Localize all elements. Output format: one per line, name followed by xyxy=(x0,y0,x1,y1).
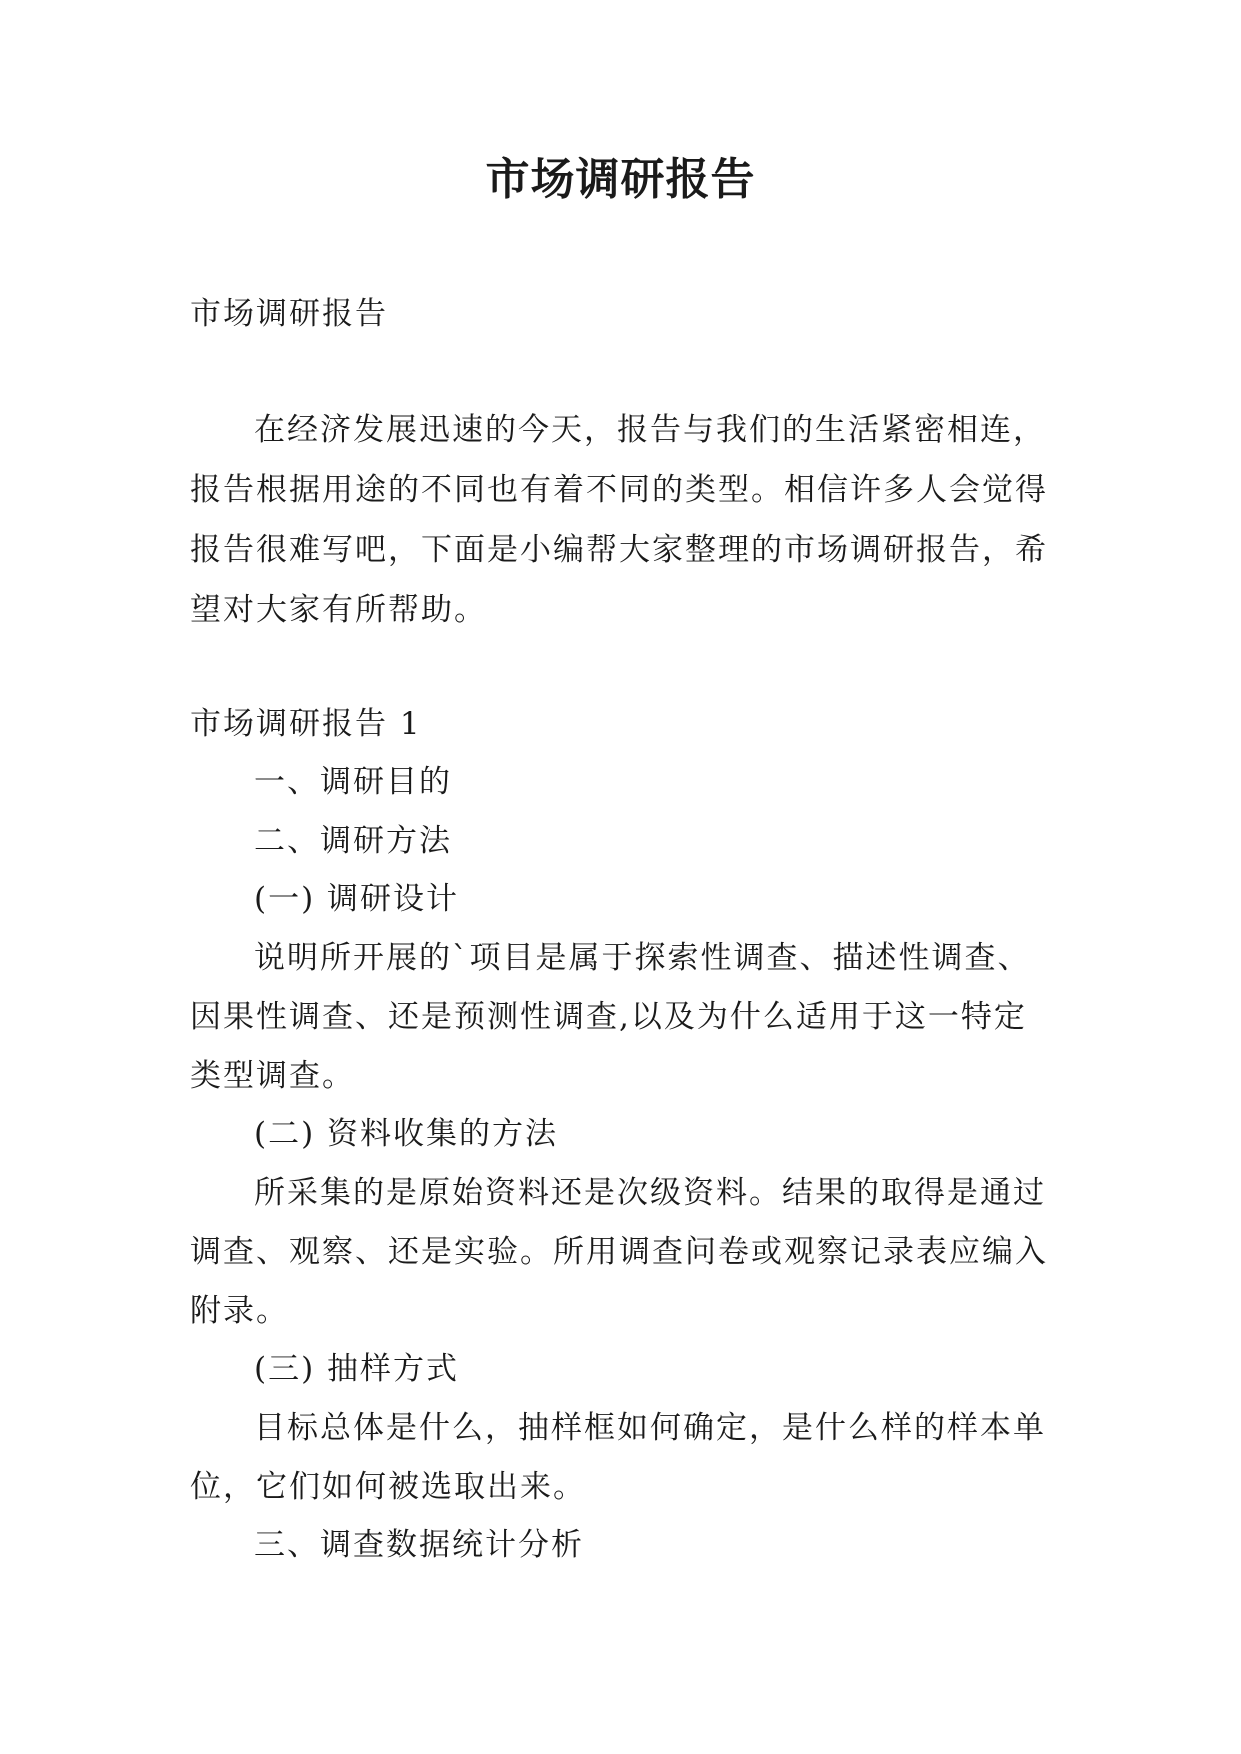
intro-line-4: 望对大家有所帮助。 xyxy=(190,592,487,628)
sub-1-line-3: 类型调查。 xyxy=(190,1058,355,1094)
section-heading: 市场调研报告 1 xyxy=(190,706,422,742)
sub-1-line-2: 因果性调查、还是预测性调查,以及为什么适用于这一特定 xyxy=(190,999,1027,1035)
sub-3-line-2: 位，它们如何被选取出来。 xyxy=(190,1469,586,1505)
sub-heading-1: (一) 调研设计 xyxy=(254,881,460,917)
sub-2-line-2: 调查、观察、还是实验。所用调查问卷或观察记录表应编入 xyxy=(190,1234,1048,1270)
sub-2-line-1: 所采集的是原始资料还是次级资料。结果的取得是通过 xyxy=(254,1175,1046,1211)
outline-heading-2: 二、调研方法 xyxy=(254,823,452,859)
outline-heading-3: 三、调查数据统计分析 xyxy=(254,1527,584,1563)
intro-line-2: 报告根据用途的不同也有着不同的类型。相信许多人会觉得 xyxy=(190,472,1048,508)
outline-heading-1: 一、调研目的 xyxy=(254,764,452,800)
sub-heading-3: (三) 抽样方式 xyxy=(254,1351,460,1387)
document-title: 市场调研报告 xyxy=(485,154,756,205)
intro-line-1: 在经济发展迅速的今天，报告与我们的生活紧密相连， xyxy=(254,412,1046,448)
sub-2-line-3: 附录。 xyxy=(190,1293,289,1329)
sub-1-line-1: 说明所开展的`项目是属于探索性调查、描述性调查、 xyxy=(254,940,1031,976)
intro-line-3: 报告很难写吧，下面是小编帮大家整理的市场调研报告，希 xyxy=(190,532,1048,568)
sub-heading-2: (二) 资料收集的方法 xyxy=(254,1116,559,1152)
sub-3-line-1: 目标总体是什么，抽样框如何确定，是什么样的样本单 xyxy=(254,1410,1046,1446)
document-subtitle: 市场调研报告 xyxy=(190,296,388,332)
